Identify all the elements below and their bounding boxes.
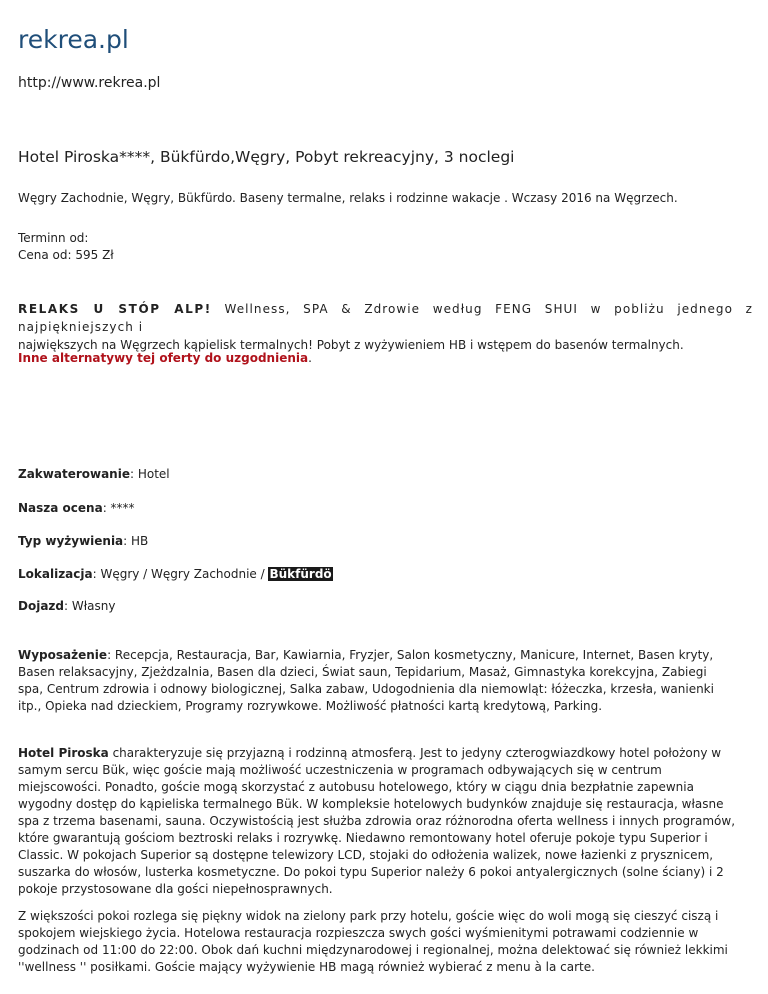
detail-accommodation [18, 465, 170, 483]
description-line: ''wellness '' posiłkami. Goście mający wyżywienie HB magą również wybierać z menu à la carte. [18, 960, 595, 974]
intro-text-line1: Wellness, SPA & Zdrowie według FENG SHUI w pobliżu jednego z najpiękniejszych i [18, 302, 753, 334]
offer-title: Hotel Piroska****, Bükfürdo,Węgry, Pobyt rekreacyjny, 3 noclegi [18, 148, 515, 166]
alternatives-suffix: . [308, 351, 312, 365]
detail-transport [18, 597, 115, 615]
detail-value: : Hotel [129, 467, 170, 481]
amenities-line: : Recepcja, Restauracja, Bar, Kawiarnia, Fryzjer, Salon kosmetyczny, Manicure, Internet, Basen kryty, [107, 648, 714, 662]
price-label: Cena od: 595 Zł [18, 248, 114, 262]
intro-paragraph [18, 300, 753, 354]
alternatives-link[interactable]: Inne alternatywy tej oferty do uzgodnienia [18, 351, 309, 365]
amenities-line: Basen relaksacyjny, Zjeżdzalnia, Basen dla dzieci, Świat saun, Tepidarium, Masaż, Gimnastyka korekcyjna, Zabiegi [18, 665, 707, 679]
description-line: Z większości pokoi rozlega się piękny widok na zielony park przy hotelu, goście więc do woli mogą się cieszyć ciszą i [18, 909, 719, 923]
detail-label: Nasza ocena [18, 501, 103, 515]
detail-label: Zakwaterowanie [18, 467, 130, 481]
location-highlight: Bükfürdö [269, 567, 332, 581]
detail-label: Dojazd [18, 599, 64, 613]
amenities-line: spa, Centrum zdrowia i odnowy biologicznej, Salka zabaw, Udogodnienia dla niemowląt: łóżeczka, krzesła, wanienki [18, 682, 714, 696]
intro-lead: RELAKS U STÓP ALP! [18, 302, 212, 316]
description-line: pokoje przystosowane dla gości niepełnosprawnych. [18, 882, 333, 896]
hotel-name: Hotel Piroska [18, 746, 109, 760]
description-line: suszarka do włosów, lusterka kosmetyczne. Do pokoi typu Superior należy 6 pokoi antyalergicznych (solne ściany) i 2 [18, 865, 724, 879]
description-line: które gwarantują gościom beztroski relaks i rozrywkę. Niedawno remontowany hotel oferuje pokoje typu Superior i [18, 831, 708, 845]
amenities-line: itp., Opieka nad dzieckiem, Programy rozrywkowe. Możliwość płatności kartą kredytową, Parking. [18, 699, 603, 713]
description-paragraph-2 [18, 908, 753, 976]
amenities-paragraph [18, 647, 753, 715]
description-line: spa z trzema basenami, sauna. Oczywistością jest służba zdrowia oraz różnorodna oferta wellness i innych programów, [18, 814, 736, 828]
description-line: miejscowości. Ponadto, goście mogą skorzystać z autobusu hotelowego, który w ciągu dnia bezpłatnie zapewnia [18, 780, 694, 794]
detail-board [18, 532, 148, 550]
description-line: Classic. W pokojach Superior są dostępne telewizory LCD, stojaki do odłożenia walizek, nowe łazienki z prysznicem, [18, 848, 714, 862]
detail-label: Typ wyżywienia [18, 534, 124, 548]
detail-value: : Własny [64, 599, 116, 613]
site-title: rekrea.pl [18, 25, 129, 54]
intro-text-line2: największych na Węgrzech kąpielisk termalnych! Pobyt z wyżywieniem HB i wstępem do basenów termalnych. [18, 338, 684, 352]
site-url[interactable]: http://www.rekrea.pl [18, 75, 161, 91]
term-label: Terminn od: [18, 231, 89, 245]
offer-subtitle: Węgry Zachodnie, Węgry, Bükfürdo. Baseny termalne, relaks i rodzinne wakacje . Wczasy 2016 na Węgrzech. [18, 191, 678, 205]
description-line: godzinach od 11:00 do 22:00. Obok dań kuchni międzynarodowej i regionalnej, można delektować się również lekkimi [18, 943, 728, 957]
amenities-label: Wyposażenie [18, 648, 108, 662]
description-line: samym sercu Bük, więc goście mają możliwość uczestniczenia w programach odbywających się w centrum [18, 763, 662, 777]
detail-label: Lokalizacja [18, 567, 93, 581]
description-line: charakteryzuje się przyjazną i rodzinną atmosferą. Jest to jedyny czterogwiazdkowy hotel położony w [108, 746, 722, 760]
detail-value: : **** [102, 501, 135, 515]
detail-value: : Węgry / Węgry Zachodnie / [92, 567, 269, 581]
description-paragraph [18, 745, 753, 898]
detail-rating [18, 499, 135, 517]
alternatives-line [18, 349, 312, 367]
description-line: wygodny dostęp do kąpieliska termalnego Bük. W kompleksie hotelowych budynków znajduje się restauracja, własne [18, 797, 724, 811]
description-line: spokojem wiejskiego życia. Hotelowa restauracja rozpieszcza swych gości wyśmienitymi potrawami codziennie w [18, 926, 699, 940]
term-block [18, 230, 114, 264]
detail-location [18, 565, 333, 583]
detail-value: : HB [123, 534, 149, 548]
